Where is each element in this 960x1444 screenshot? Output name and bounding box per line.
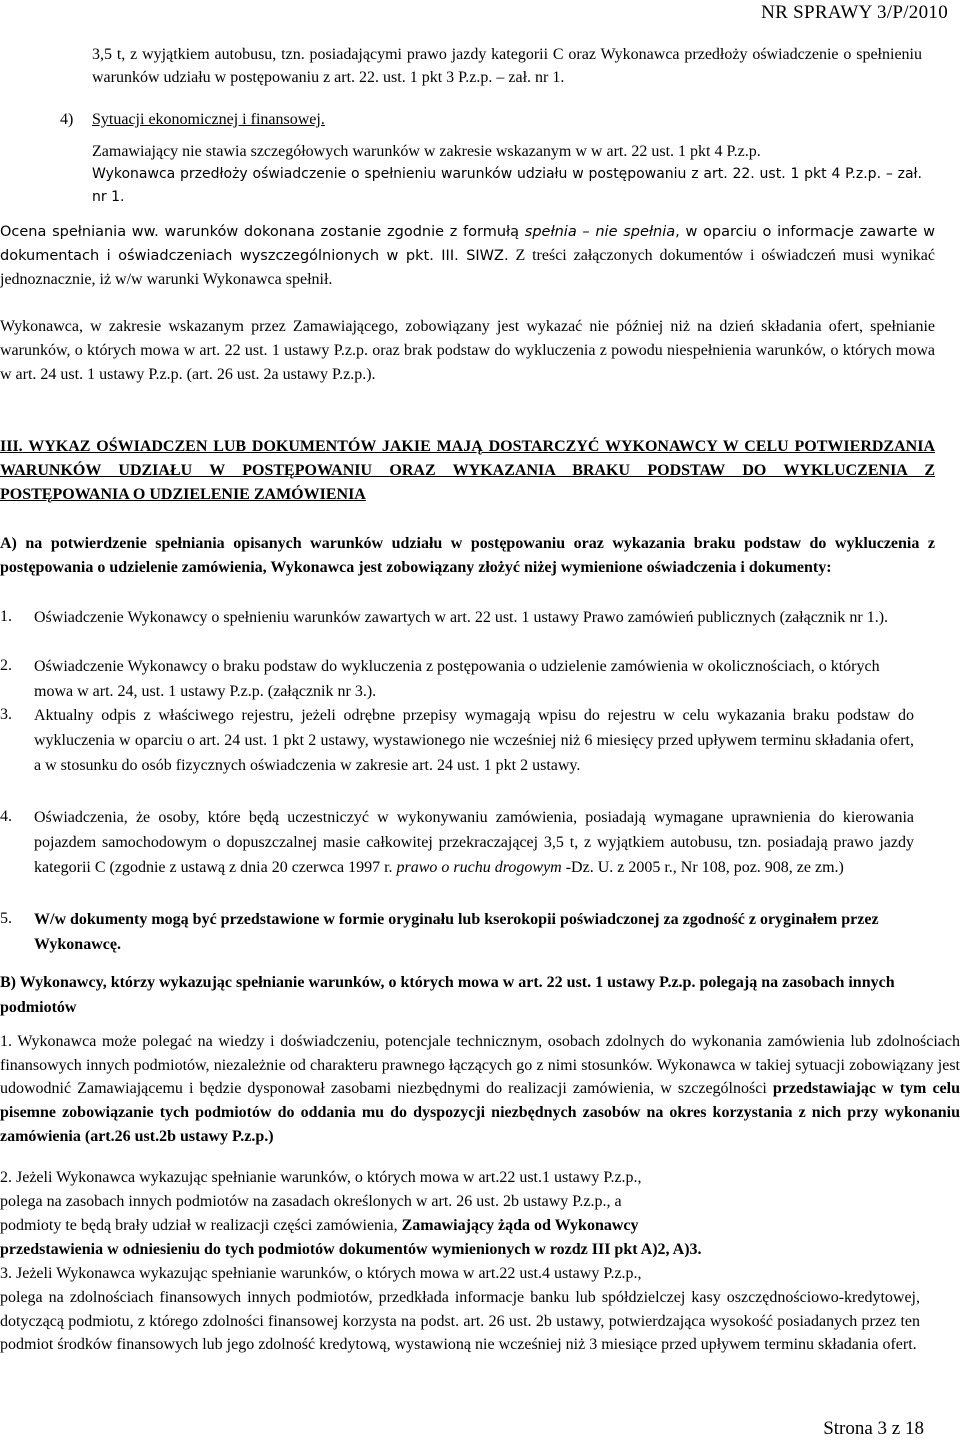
item4-text-b: -Dz. U. z 2005 r., Nr 108, poz. 908, ze zm.) — [561, 859, 844, 876]
case-number-header: NR SPRAWY 3/P/2010 — [761, 2, 948, 23]
section3-heading — [0, 435, 935, 507]
ocena-text-3: Z treści załączonych dokumentów i oświadczeń musi wynikać jednoznacznie, iż w/w warunki Wykonawca spełnił. — [0, 247, 935, 288]
sectionB-point2-line3 — [0, 1214, 960, 1238]
sectionB-point3-rest: polega na zdolnościach finansowych innych podmiotów, przedkłada informacje banku lub spółdzielczej kasy oszczędnościowo-kredytowej, dotyczącą podmiotu, z którego zdolności finansowej korzysta na podst. art. 26 ust. 2b ustawy, potwierdzająca wysokość posiadanych przez ten podmiot środków finansowych lub jego zdolność kredytową, wystawioną nie wcześniej niż 3 miesiące przed upływem terminu składania ofert. — [0, 1289, 920, 1354]
sectionB-point2-line2: polega na zasobach innych podmiotów na zasadach określonych w art. 26 ust. 2b ustawy P.z.p., a — [0, 1193, 622, 1210]
ocena-italic: spełnia – nie spełnia — [524, 224, 676, 240]
section3-number: III. — [0, 438, 23, 455]
section4-number: 4) — [60, 111, 74, 128]
sectionA-heading: A) na potwierdzenie spełniania opisanych warunków udziału w postępowaniu oraz wykazania braku podstaw do wykluczenia z postępowania o udzielenie zamówienia, Wykonawca jest zobowiązany złożyć niżej wymienione oświadczenia i dokumenty: — [0, 535, 935, 576]
ocena-text-2: , w oparciu o informacje zawarte w dokumentach i oświadczeniach wyszczególnionych w pkt. III. SIWZ. — [0, 224, 935, 264]
sectionB-point2-line3-bold: Zamawiający żąda od Wykonawcy — [401, 1217, 639, 1234]
sectionA-item4-text — [34, 805, 914, 880]
sectionA-item5-text: W/w dokumenty mogą być przedstawione w formie oryginału lub kserokopii poświadczonej za zgodność z oryginałem przez Wykonawcę. — [34, 911, 879, 953]
intro-paragraph: 3,5 t, z wyjątkiem autobusu, tzn. posiadającymi prawo jazdy kategorii C oraz Wykonawca przedłoży oświadczenie o spełnieniu warunków udziału w postępowaniu z art. 22. ust. 1 pkt 3 P.z.p. – zał. nr 1. — [92, 46, 922, 86]
sectionB-point1-bold: przedstawiając w tym celu pisemne zobowiązanie tych podmiotów do oddania mu do dyspozycji niezbędnych zasobów na okres korzystania z nich przy wykonaniu zamówienia (art.26 ust.2b ustawy P.z.p.) — [0, 1080, 960, 1145]
sectionA-item1-text: Oświadczenie Wykonawcy o spełnieniu warunków zawartych w art. 22 ust. 1 ustawy Prawo zamówień publicznych (załącznik nr 1.). — [34, 609, 889, 626]
section4-para2: Wykonawca przedłoży oświadczenie o spełnieniu warunków udziału w postępowaniu z art. 22. ust. 1 pkt 4 P.z.p. – zał. nr 1. — [92, 166, 922, 205]
section3-title: WYKAZ OŚWIADCZEN LUB DOKUMENTÓW JAKIE MAJĄ DOSTARCZYĆ WYKONAWCY W CELU POTWIERDZANIA WARUNKÓW UDZIAŁU W POSTĘPOWANIU ORAZ WYKAZANIA BRAKU PODSTAW DO WYKLUCZENIA Z POSTĘPOWANIA O UDZIELENIE ZAMÓWIENIA — [0, 438, 935, 503]
section4-para1: Zamawiający nie stawia szczegółowych warunków w zakresie wskazanym w w art. 22 ust. 1 pkt 4 P.z.p. — [92, 143, 761, 160]
sectionB-point2-line4: przedstawienia w odniesieniu do tych podmiotów dokumentów wymienionych w rozdz III pkt A)2, A)3. — [0, 1241, 702, 1258]
ocena-paragraph — [0, 220, 935, 292]
sectionA-item3-number: 3. — [0, 706, 12, 723]
item4-italic: prawo o ruchu drogowym — [396, 859, 562, 876]
page-number-footer: Strona 3 z 18 — [823, 1418, 924, 1439]
sectionA-item5-number: 5. — [0, 910, 12, 927]
sectionB-point3-line1: 3. Jeżeli Wykonawca wykazując spełnianie warunków, o których mowa w art.22 ust.4 ustawy P.z.p., — [0, 1265, 642, 1282]
sectionB-point2-line3-text: podmioty te będą brały udział w realizacji części zamówienia, — [0, 1217, 402, 1234]
sectionA-item3-text: Aktualny odpis z właściwego rejestru, jeżeli odrębne przepisy wymagają wpisu do rejestru w celu wykazania braku podstaw do wykluczenia w oparciu o art. 24 ust. 1 pkt 2 ustawy, wystawionego nie wcześniej niż 6 miesięcy przed upływem terminu składania ofert, a w stosunku do osób fizycznych oświadczenia w zakresie art. 24 ust. 1 pkt 2 ustawy. — [34, 707, 914, 774]
sectionA-item4-number: 4. — [0, 808, 12, 825]
wykonawca-paragraph: Wykonawca, w zakresie wskazanym przez Zamawiającego, zobowiązany jest wykazać nie później niż na dzień składania ofert, spełnianie warunków, o których mowa w art. 22 ust. 1 ustawy P.z.p. oraz brak podstaw do wykluczenia z powodu niespełnienia warunków, o których mowa w art. 24 ust. 1 ustawy P.z.p. (art. 26 ust. 2a ustawy P.z.p.). — [0, 318, 935, 383]
sectionA-item1-number: 1. — [0, 608, 12, 625]
sectionA-item2-text: Oświadczenie Wykonawcy o braku podstaw do wykluczenia z postępowania o udzielenie zamówienia w okolicznościach, o których mowa w art. 24, ust. 1 ustawy P.z.p. (załącznik nr 3.). — [34, 658, 880, 700]
sectionB-point1 — [0, 1030, 960, 1149]
sectionB-point1-text: 1. Wykonawca może polegać na wiedzy i doświadczeniu, potencjale technicznym, osobach zdolnych do wykonania zamówienia lub zdolnościach finansowych innych podmiotów, niezależnie od charakteru prawnego łączących go z nimi stosunków. Wykonawca w takiej sytuacji zobowiązany jest udowodnić Zamawiającemu i będzie dysponował zasobami niezbędnymi do realizacji zamówienia, w szczególności — [0, 1033, 960, 1098]
ocena-text-1: Ocena spełniania ww. warunków dokonana zostanie zgodnie z formułą — [0, 224, 525, 240]
item4-text-a: Oświadczenia, że osoby, które będą uczestniczyć w wykonywaniu zamówienia, posiadają wymagane uprawnienia do kierowania pojazdem samochodowym o dopuszczalnej masie całkowitej przekraczającej 3,5 t, z wyjątkiem autobusu, tzn. posiadają prawo jazdy kategorii C (zgodnie z ustawą z dnia 20 czerwca 1997 r. — [34, 809, 914, 876]
sectionB-heading: B) Wykonawcy, którzy wykazując spełnianie warunków, o których mowa w art. 22 ust. 1 ustawy P.z.p. polegają na zasobach innych podmiotów — [0, 974, 895, 1016]
section4-title: Sytuacji ekonomicznej i finansowej. — [92, 111, 325, 128]
sectionA-item2-number: 2. — [0, 657, 12, 674]
sectionB-point2-line1: 2. Jeżeli Wykonawca wykazując spełnianie warunków, o których mowa w art.22 ust.1 ustawy P.z.p., — [0, 1169, 642, 1186]
